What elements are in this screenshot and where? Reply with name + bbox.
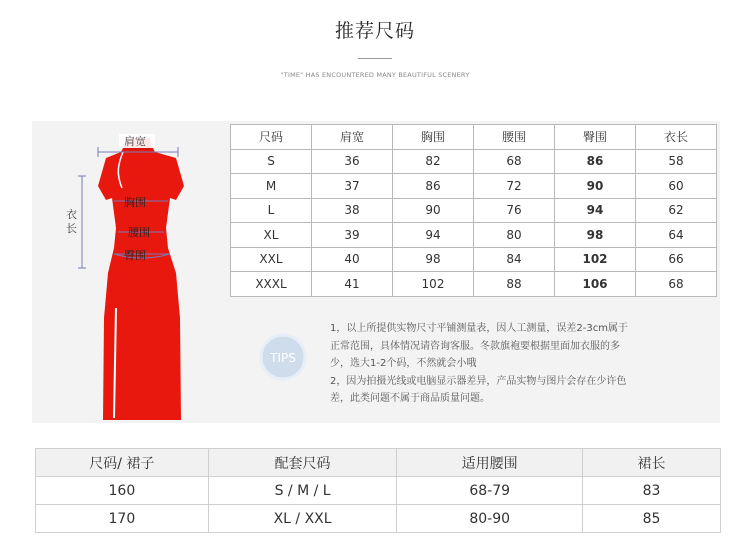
tips-line: 2，因为拍摄光线或电脑显示器差异，产品实物与图片会存在少许色 — [330, 375, 627, 387]
header-cell: 腰围 — [474, 125, 555, 150]
header-cell: 尺码 — [231, 125, 312, 150]
cell: 170 — [36, 505, 209, 533]
title-divider — [358, 58, 392, 59]
cell: 58 — [636, 149, 717, 174]
header-cell: 胸围 — [393, 125, 474, 150]
header-cell: 配套尺码 — [208, 449, 397, 477]
cell: 88 — [474, 272, 555, 297]
tips-line: 正常范围，具体情况请咨询客服。冬款旗袍要根据里面加衣服的多 — [330, 340, 620, 352]
cell: 68 — [636, 272, 717, 297]
skirt-table-header — [36, 449, 721, 477]
header-cell: 裙长 — [582, 449, 720, 477]
cell: 102 — [393, 272, 474, 297]
shoulder-label: 肩宽 — [124, 135, 146, 148]
cell: 64 — [636, 223, 717, 248]
length-label-1: 衣 — [66, 208, 77, 221]
header-cell: 肩宽 — [312, 125, 393, 150]
cell: M — [231, 174, 312, 199]
cell: 66 — [636, 247, 717, 272]
table-row — [36, 505, 721, 533]
tips-line: 差，此类问题不属于商品质量问题。 — [330, 393, 490, 404]
tips-line: 1，以上所提供实物尺寸平铺测量表，因人工测量，误差2-3cm属于 — [330, 323, 628, 334]
cell: S — [231, 149, 312, 174]
tips-text — [330, 320, 702, 408]
cell: 160 — [36, 477, 209, 505]
header-cell: 尺码/ 裙子 — [36, 449, 209, 477]
cell: XXL — [231, 247, 312, 272]
header-cell: 适用腰围 — [397, 449, 583, 477]
size-table — [230, 124, 717, 297]
cell: 41 — [312, 272, 393, 297]
qipao-dress-illustration — [58, 128, 218, 420]
cell: L — [231, 198, 312, 223]
cell: 76 — [474, 198, 555, 223]
header-cell: 臀围 — [555, 125, 636, 150]
size-table-header — [231, 125, 717, 150]
cell: 90 — [393, 198, 474, 223]
header-cell: 衣长 — [636, 125, 717, 150]
cell: S / M / L — [208, 477, 397, 505]
cell: 84 — [474, 247, 555, 272]
page-title: 推荐尺码 — [334, 20, 415, 42]
table-row — [231, 247, 717, 272]
cell: 106 — [555, 272, 636, 297]
cell: 68 — [474, 149, 555, 174]
tips-line: 少，选大1-2个码，不然就会小哦 — [330, 358, 477, 369]
cell: XL — [231, 223, 312, 248]
cell: 98 — [555, 223, 636, 248]
cell: 83 — [582, 477, 720, 505]
chest-label: 胸围 — [124, 196, 146, 209]
cell: 102 — [555, 247, 636, 272]
cell: 68-79 — [397, 477, 583, 505]
hip-label: 臀围 — [124, 249, 146, 262]
table-row — [231, 223, 717, 248]
cell: 38 — [312, 198, 393, 223]
cell: 86 — [393, 174, 474, 199]
cell: 62 — [636, 198, 717, 223]
table-row — [231, 198, 717, 223]
cell: 72 — [474, 174, 555, 199]
tips-badge — [258, 332, 308, 382]
tips-badge-label: TIPS — [270, 351, 296, 365]
cell: XL / XXL — [208, 505, 397, 533]
cell: 80 — [474, 223, 555, 248]
table-row — [231, 174, 717, 199]
skirt-size-table — [35, 448, 721, 533]
cell: 39 — [312, 223, 393, 248]
cell: 94 — [393, 223, 474, 248]
dress-silhouette — [98, 146, 184, 420]
waist-label: 腰围 — [128, 226, 150, 239]
cell: 90 — [555, 174, 636, 199]
cell: XXXL — [231, 272, 312, 297]
cell: 98 — [393, 247, 474, 272]
cell: 80-90 — [397, 505, 583, 533]
cell: 86 — [555, 149, 636, 174]
cell: 40 — [312, 247, 393, 272]
table-row — [231, 149, 717, 174]
table-row — [36, 477, 721, 505]
cell: 36 — [312, 149, 393, 174]
cell: 37 — [312, 174, 393, 199]
table-row — [231, 272, 717, 297]
cell: 85 — [582, 505, 720, 533]
cell: 82 — [393, 149, 474, 174]
length-label-2: 长 — [66, 222, 77, 235]
cell: 94 — [555, 198, 636, 223]
page-subtitle: "TIME" HAS ENCOUNTERED MANY BEAUTIFUL SCENERY — [280, 71, 470, 79]
cell: 60 — [636, 174, 717, 199]
